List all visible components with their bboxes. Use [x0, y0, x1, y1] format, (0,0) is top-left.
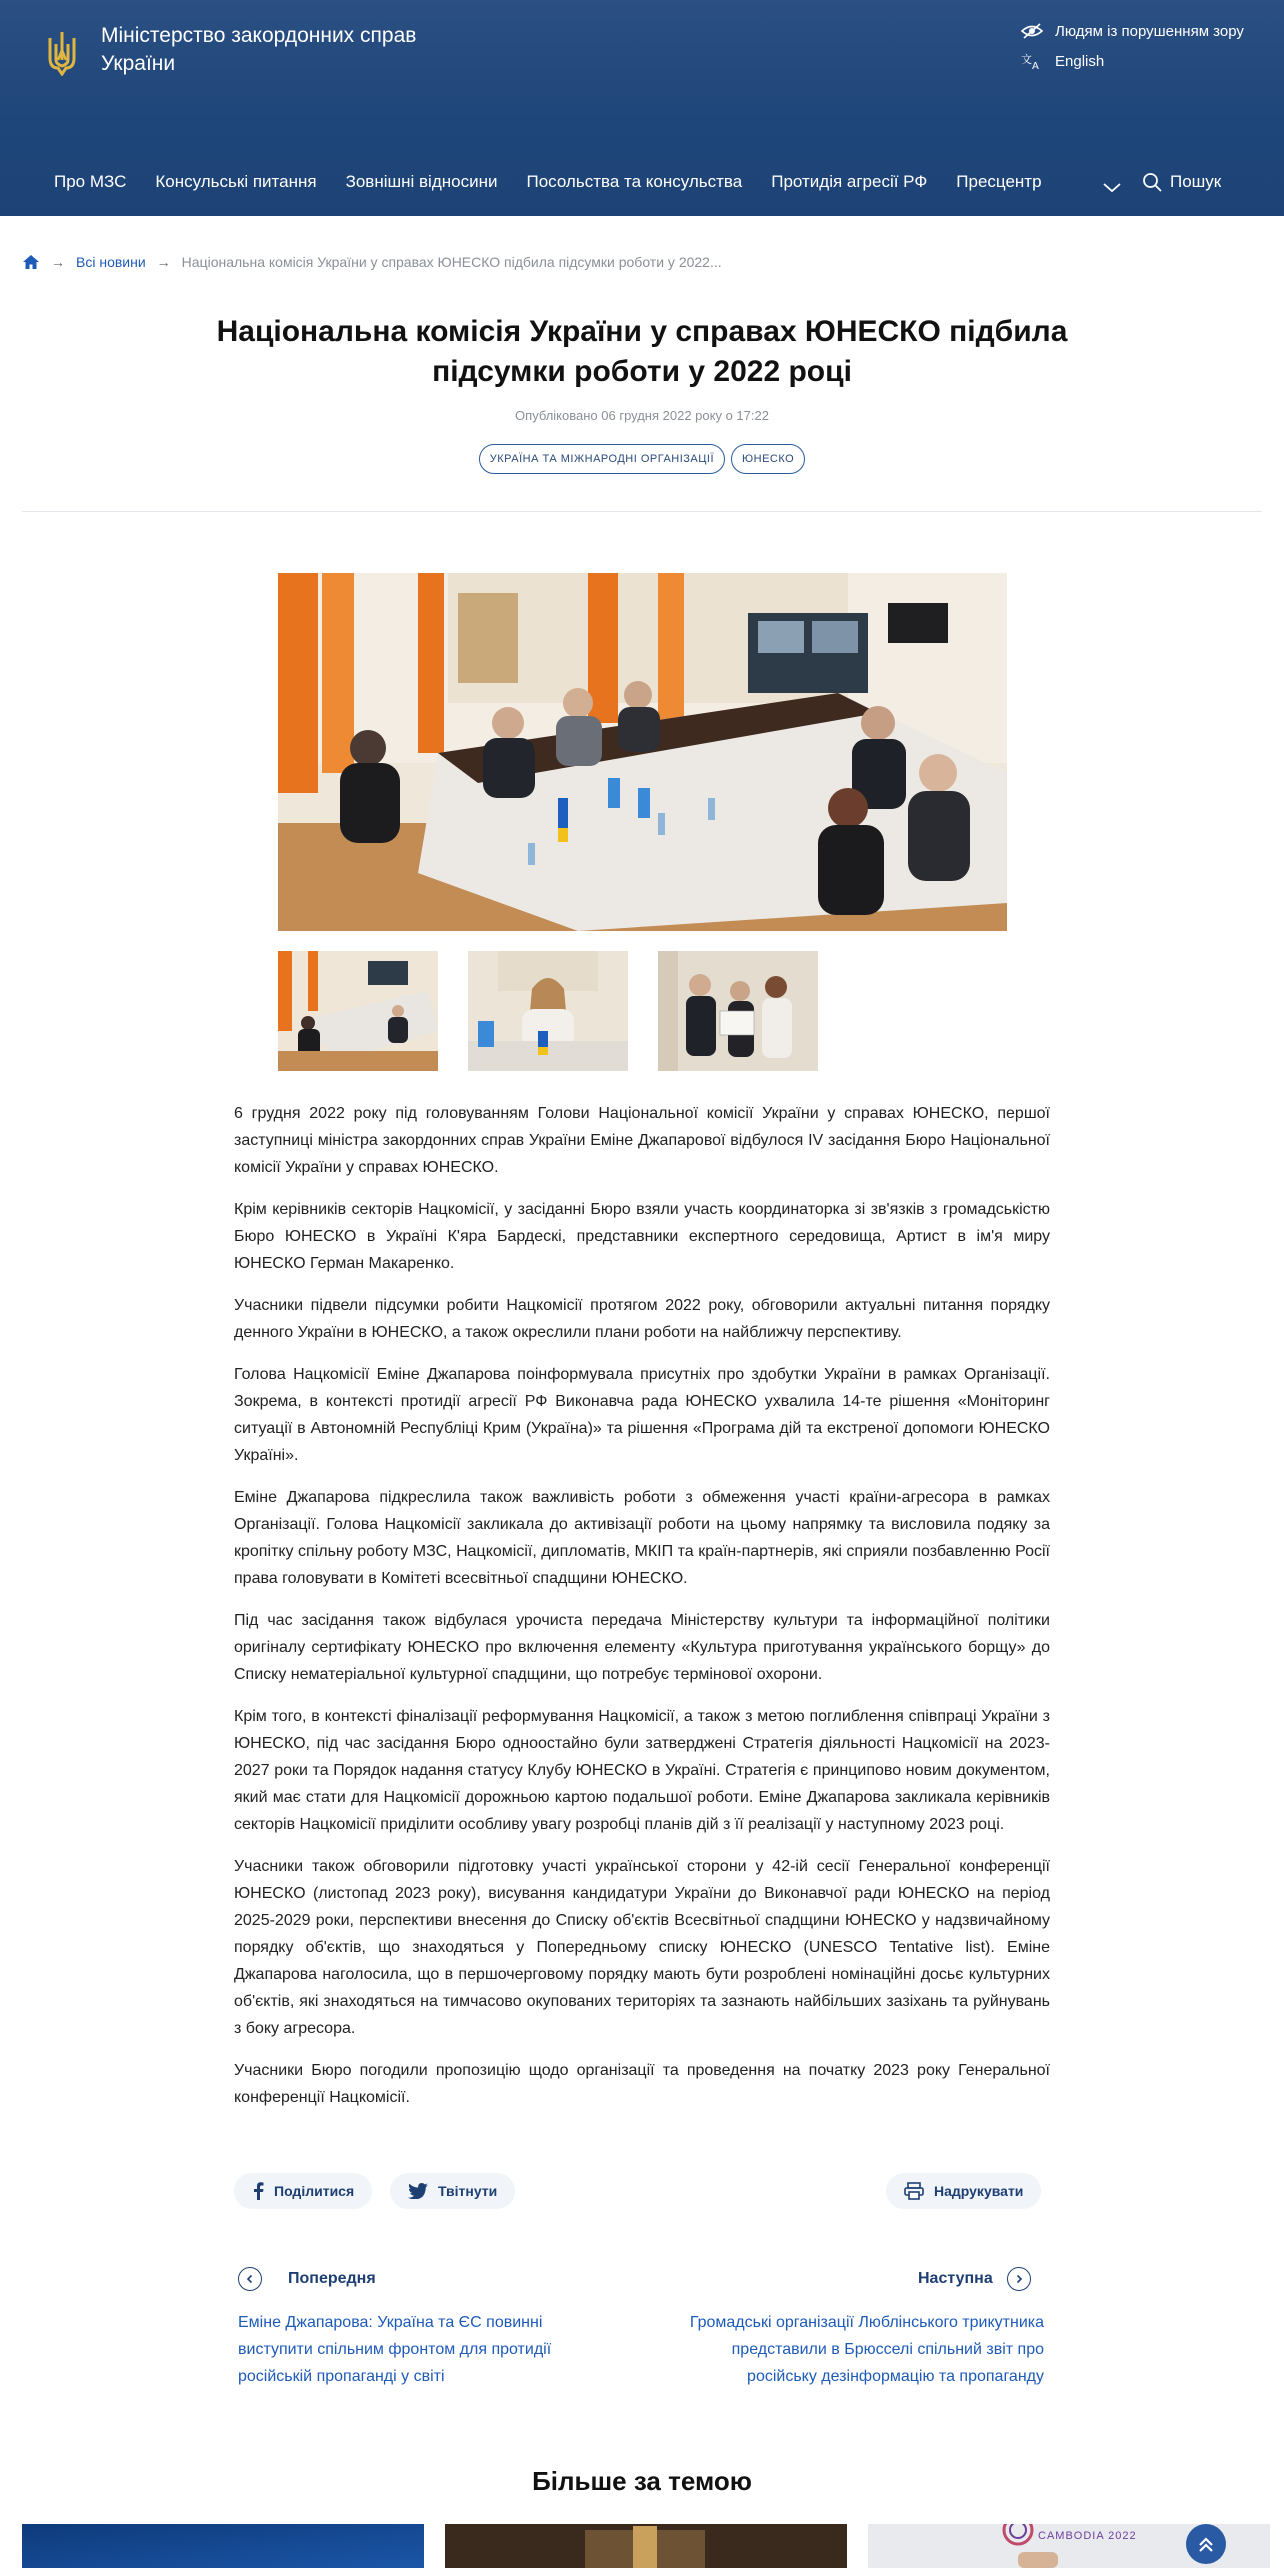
article-paragraph: Учасники також обговорили підготовку участі української сторони у 42-ій сесії Генеральної конференції ЮНЕСКО (листопад 2023 року), висування кандидатури України до Виконавчої ради ЮНЕСКО на період 2025-2029 роки, перспективи внесення до Списку об'єктів Всесвітньої спадщини ЮНЕСКО у надзвичайному порядку об'єктів, що знаходяться у Попередньому списку ЮНЕСКО (UNESCO Tentative list). Еміне Джапарова наголосила, що в першочерговому порядку мають бути розроблені номінаційні досьє культурних об'єктів, які знаходяться на тимчасово окупованих територіях та зазнають найбільших зазіхань та руйнувань з боку агресора. [234, 1858, 1050, 2037]
nav-item-press-center[interactable]: Пресцентр [956, 172, 1042, 191]
breadcrumb-all-news[interactable]: Всі новини [76, 254, 146, 270]
accessibility-link[interactable] [1021, 22, 1244, 40]
double-chevron-up-icon [1195, 2533, 1217, 2555]
language-switch[interactable] [1021, 52, 1104, 70]
print-button[interactable] [886, 2173, 1041, 2209]
chevron-right-icon [1007, 2267, 1031, 2291]
meeting-room-photo [278, 573, 1007, 931]
svg-text:文: 文 [1021, 53, 1032, 66]
translate-icon [1021, 52, 1043, 70]
tag-unesco[interactable]: ЮНЕСКО [731, 444, 805, 474]
gallery-thumbnail-1[interactable] [278, 951, 438, 1071]
prev-news-link[interactable]: Еміне Джапарова: Україна та ЄС повинні виступити спільним фронтом для протидії російській пропаганді у світі [238, 2314, 552, 2385]
breadcrumb [22, 254, 722, 270]
nav-item-about[interactable]: Про МЗС [54, 172, 127, 191]
nav-item-counter-aggression[interactable]: Протидія агресії РФ [771, 172, 928, 191]
next-news-link[interactable]: Громадські організації Люблінського трикутника представили в Брюсселі спільний звіт про російську дезінформацію та пропаганду [689, 2314, 1044, 2385]
article-paragraph: Голова Нацкомісії Еміне Джапарова поінформувала присутніх про здобутки України в рамках Організації. Зокрема, в контексті протидії агресії РФ Виконавча рада ЮНЕСКО ухвалила 14-те рішення «Моніторинг ситуації в Автономній Республіці Крим (Україна)» та рішення «Програма дій та екстреної допомоги ЮНЕСКО Україні». [234, 1366, 1050, 1464]
article-paragraph: Учасники Бюро погодили пропозицію щодо організації та проведення на початку 2023 року Генеральної конференції Нацкомісії. [234, 2062, 1050, 2106]
divider [22, 511, 1262, 512]
breadcrumb-current: Національна комісія України у справах ЮНЕСКО підбила підсумки роботи у 2022... [181, 254, 722, 270]
article-paragraph: Крім того, в контексті фіналізації реформування Нацкомісії, а також з метою поглиблення співпраці України з ЮНЕСКО, під час засідання Бюро одноостайно були затверджені Стратегія діяльності Нацкомісії на 2023-2027 роки та Порядок надання статусу Клубу ЮНЕСКО в Україні. Стратегія є принципово новим документом, який має стати для Нацкомісії дорожньою картою подальшої роботи. Еміне Джапарова закликала керівників секторів Нацкомісії приділити особливу увагу розробці планів дій з її реалізації у наступному 2023 році. [234, 1708, 1050, 1833]
eye-icon [1021, 22, 1043, 40]
search-icon [1142, 172, 1162, 192]
language-label: English [1055, 52, 1105, 70]
related-card-1[interactable] [22, 2524, 424, 2568]
prev-news-button[interactable] [238, 2267, 376, 2291]
accessibility-label: Людям із порушенням зору [1055, 22, 1244, 40]
gallery-thumbnail-3[interactable] [658, 951, 818, 1071]
tag-list [0, 444, 1284, 474]
article-paragraph: 6 грудня 2022 року під головуванням Голови Національної комісії України у справах ЮНЕСКО, першої заступниці міністра закордонних справ України Еміне Джапарової відбулося IV засідання Бюро Національної комісії України у справах ЮНЕСКО. [234, 1105, 1050, 1176]
search-button[interactable] [1142, 172, 1221, 192]
search-label: Пошук [1170, 172, 1222, 191]
main-photo[interactable] [278, 573, 1007, 931]
home-icon[interactable] [22, 254, 40, 270]
published-date: Опубліковано 06 грудня 2022 року о 17:22 [515, 408, 769, 423]
breadcrumb-arrow-icon: → [156, 254, 171, 270]
scroll-to-top-button[interactable] [1186, 2524, 1226, 2564]
nav-item-foreign-relations[interactable]: Зовнішні відносини [345, 172, 498, 191]
tag-international-orgs[interactable]: УКРАЇНА ТА МІЖНАРОДНІ ОРГАНІЗАЦІЇ [479, 444, 725, 474]
related-card-2-image [445, 2524, 847, 2568]
main-nav [54, 172, 1071, 192]
article-body [234, 1100, 1050, 2126]
next-news-label: Наступна [918, 2270, 993, 2287]
share-facebook-button[interactable] [234, 2173, 372, 2209]
article-paragraph: Під час засідання також відбулася урочиста передача Міністерству культури та інформаційної політики оригіналу сертифікату ЮНЕСКО про включення елементу «Культура приготування українського борщу» до Списку нематеріальної культурної спадщини, що потребує термінової охорони. [234, 1612, 1050, 1683]
chevron-left-icon [238, 2267, 262, 2291]
thumbnail-certificate-photo [658, 951, 818, 1071]
next-news-button[interactable] [918, 2267, 1031, 2291]
print-icon [904, 2182, 924, 2200]
article-paragraph: Крім керівників секторів Нацкомісії, у засіданні Бюро взяли участь координаторка зі зв'язків з громадськістю Бюро ЮНЕСКО в Україні К'яра Бардескі, представники експертного середовища, Артист в ім'я миру ЮНЕСКО Герман Макаренко. [234, 1201, 1050, 1272]
prev-news-label: Попередня [288, 2270, 376, 2287]
breadcrumb-arrow-icon: → [51, 254, 65, 270]
article-paragraph: Учасники підвели підсумки робити Нацкомісії протягом 2022 року, обговорили актуальні питання порядку денного України в ЮНЕСКО, а також окреслили плани роботи на найближчу перспективу. [234, 1297, 1050, 1341]
related-card-3-caption: CAMBODIA 2022 [1038, 2530, 1137, 2542]
twitter-icon [408, 2183, 428, 2199]
site-header [0, 0, 1284, 216]
thumbnail-meeting-photo [278, 951, 438, 1071]
related-card-1-image [22, 2524, 424, 2568]
related-card-2[interactable] [445, 2524, 847, 2568]
facebook-icon [252, 2182, 264, 2200]
page-title: Національна комісія України у справах ЮНЕСКО підбила підсумки роботи у 2022 році [216, 315, 1068, 388]
chevron-down-icon[interactable] [1099, 178, 1125, 196]
svg-text:A: A [1032, 61, 1039, 70]
nav-item-embassies[interactable]: Посольства та консульства [526, 172, 743, 191]
nav-item-consular[interactable]: Консульські питання [155, 172, 317, 191]
print-label: Надрукувати [934, 2183, 1024, 2199]
gallery-thumbnail-2[interactable] [468, 951, 628, 1071]
share-twitter-label: Твітнути [438, 2183, 498, 2199]
thumbnail-speaker-photo [468, 951, 628, 1071]
article-paragraph: Еміне Джапарова підкреслила також важливість роботи з обмеження участі країни-агресора в рамках Організації. Голова Нацкомісії закликала до активізації роботи на цьому напрямку та висловила подяку за кропітку спільну роботу МЗС, Нацкомісії, дипломатів, МКІП та країн-партнерів, які сприяли позбавленню Росії права головувати в Комітеті всесвітньої спадщини ЮНЕСКО. [234, 1489, 1050, 1587]
site-title[interactable]: Міністерство закордонних справ України [101, 24, 417, 75]
trident-logo-icon[interactable] [44, 30, 80, 76]
more-on-topic-title: Більше за темою [532, 2466, 752, 2496]
share-twitter-button[interactable] [390, 2173, 515, 2209]
share-facebook-label: Поділитися [274, 2183, 355, 2199]
